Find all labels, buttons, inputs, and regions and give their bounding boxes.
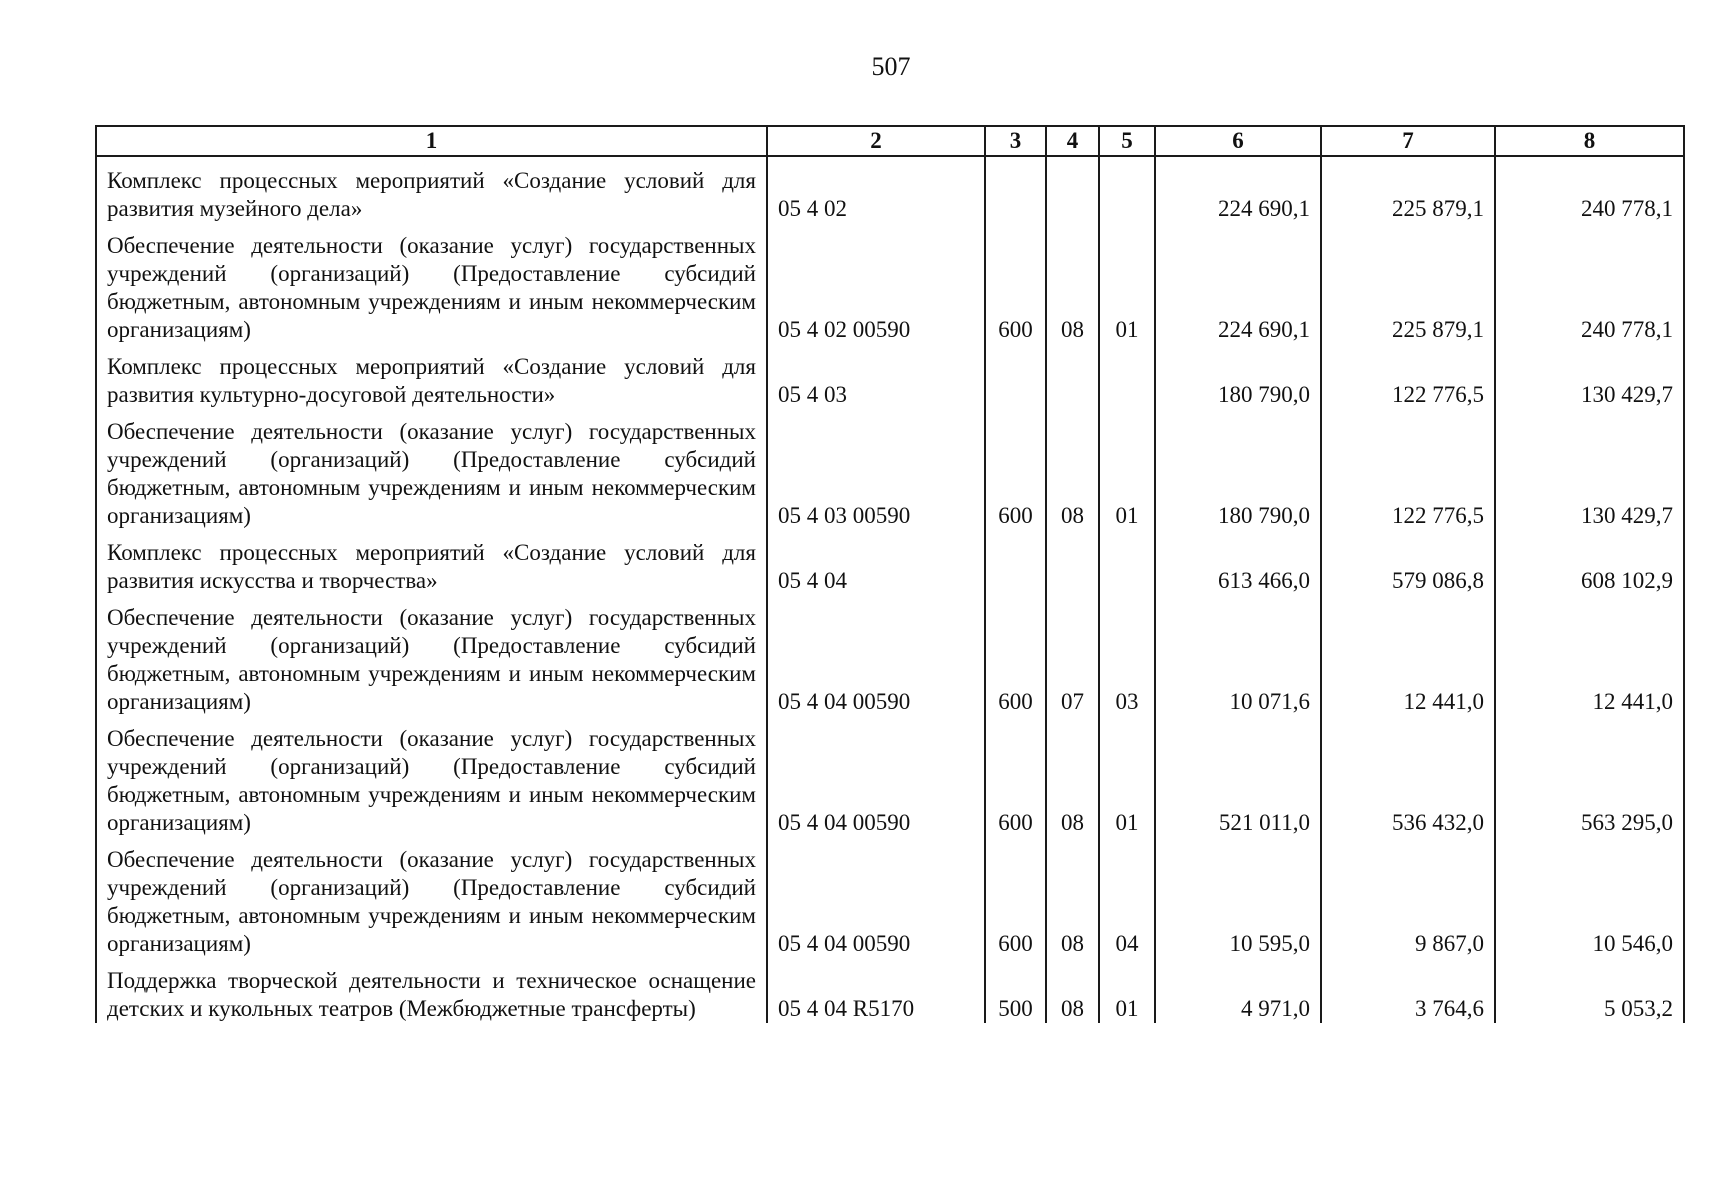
row-expense-type — [985, 156, 1046, 223]
row-value-col8: 130 429,7 — [1495, 344, 1684, 409]
row-name: Поддержка творческой деятельности и техническое оснащение детских и кукольных театров (Межбюджетные трансферты) — [96, 958, 767, 1023]
row-code: 05 4 02 — [767, 156, 985, 223]
table-row — [96, 344, 1684, 409]
row-value-col6: 10 071,6 — [1155, 595, 1321, 716]
row-value-col7: 536 432,0 — [1321, 716, 1495, 837]
row-subsection — [1099, 344, 1155, 409]
row-expense-type — [985, 530, 1046, 595]
row-section — [1046, 344, 1099, 409]
row-expense-type: 600 — [985, 595, 1046, 716]
row-section: 08 — [1046, 958, 1099, 1023]
row-value-col6: 521 011,0 — [1155, 716, 1321, 837]
row-value-col8: 240 778,1 — [1495, 156, 1684, 223]
table-row — [96, 837, 1684, 958]
row-value-col7: 579 086,8 — [1321, 530, 1495, 595]
row-subsection: 04 — [1099, 837, 1155, 958]
row-subsection: 01 — [1099, 223, 1155, 344]
header-row — [96, 126, 1684, 156]
row-code: 05 4 03 00590 — [767, 409, 985, 530]
row-value-col7: 3 764,6 — [1321, 958, 1495, 1023]
table-header — [96, 126, 1684, 156]
table-row — [96, 958, 1684, 1023]
row-value-col8: 10 546,0 — [1495, 837, 1684, 958]
row-expense-type: 600 — [985, 223, 1046, 344]
row-subsection: 03 — [1099, 595, 1155, 716]
row-subsection — [1099, 530, 1155, 595]
row-section: 08 — [1046, 837, 1099, 958]
row-value-col6: 4 971,0 — [1155, 958, 1321, 1023]
budget-table — [95, 125, 1685, 1023]
row-value-col8: 240 778,1 — [1495, 223, 1684, 344]
row-code: 05 4 02 00590 — [767, 223, 985, 344]
row-code: 05 4 03 — [767, 344, 985, 409]
row-value-col7: 122 776,5 — [1321, 409, 1495, 530]
table-row — [96, 716, 1684, 837]
row-subsection: 01 — [1099, 958, 1155, 1023]
header-col-2: 2 — [767, 126, 985, 156]
row-name: Обеспечение деятельности (оказание услуг) государственных учреждений (организаций) (Предоставление субсидий бюджетным, автономным учреждениям и иным некоммерческим организациям) — [96, 595, 767, 716]
row-section — [1046, 530, 1099, 595]
row-value-col8: 130 429,7 — [1495, 409, 1684, 530]
row-value-col7: 122 776,5 — [1321, 344, 1495, 409]
table-body — [96, 156, 1684, 1023]
row-subsection — [1099, 156, 1155, 223]
row-expense-type: 600 — [985, 409, 1046, 530]
row-name: Обеспечение деятельности (оказание услуг) государственных учреждений (организаций) (Предоставление субсидий бюджетным, автономным учреждениям и иным некоммерческим организациям) — [96, 837, 767, 958]
row-expense-type: 600 — [985, 716, 1046, 837]
table-row — [96, 223, 1684, 344]
row-expense-type — [985, 344, 1046, 409]
header-col-1: 1 — [96, 126, 767, 156]
header-col-4: 4 — [1046, 126, 1099, 156]
row-name: Обеспечение деятельности (оказание услуг) государственных учреждений (организаций) (Предоставление субсидий бюджетным, автономным учреждениям и иным некоммерческим организациям) — [96, 409, 767, 530]
row-value-col8: 608 102,9 — [1495, 530, 1684, 595]
page-number: 507 — [871, 52, 911, 81]
row-value-col8: 5 053,2 — [1495, 958, 1684, 1023]
row-value-col6: 180 790,0 — [1155, 409, 1321, 530]
row-value-col8: 563 295,0 — [1495, 716, 1684, 837]
row-code: 05 4 04 00590 — [767, 595, 985, 716]
row-value-col7: 225 879,1 — [1321, 223, 1495, 344]
row-value-col7: 9 867,0 — [1321, 837, 1495, 958]
header-col-7: 7 — [1321, 126, 1495, 156]
header-col-3: 3 — [985, 126, 1046, 156]
row-code: 05 4 04 00590 — [767, 716, 985, 837]
row-section — [1046, 156, 1099, 223]
row-name: Комплекс процессных мероприятий «Создание условий для развития музейного дела» — [96, 156, 767, 223]
row-value-col6: 180 790,0 — [1155, 344, 1321, 409]
row-value-col8: 12 441,0 — [1495, 595, 1684, 716]
table-row — [96, 156, 1684, 223]
row-name: Комплекс процессных мероприятий «Создание условий для развития искусства и творчества» — [96, 530, 767, 595]
row-name: Комплекс процессных мероприятий «Создание условий для развития культурно-досуговой деятельности» — [96, 344, 767, 409]
header-col-5: 5 — [1099, 126, 1155, 156]
row-name: Обеспечение деятельности (оказание услуг) государственных учреждений (организаций) (Предоставление субсидий бюджетным, автономным учреждениям и иным некоммерческим организациям) — [96, 223, 767, 344]
header-col-6: 6 — [1155, 126, 1321, 156]
header-col-8: 8 — [1495, 126, 1684, 156]
row-expense-type: 500 — [985, 958, 1046, 1023]
row-section: 08 — [1046, 409, 1099, 530]
row-value-col6: 10 595,0 — [1155, 837, 1321, 958]
row-subsection: 01 — [1099, 409, 1155, 530]
row-value-col6: 613 466,0 — [1155, 530, 1321, 595]
row-expense-type: 600 — [985, 837, 1046, 958]
row-value-col7: 12 441,0 — [1321, 595, 1495, 716]
row-value-col6: 224 690,1 — [1155, 223, 1321, 344]
table-row — [96, 530, 1684, 595]
row-subsection: 01 — [1099, 716, 1155, 837]
row-code: 05 4 04 00590 — [767, 837, 985, 958]
table-row — [96, 595, 1684, 716]
row-section: 08 — [1046, 223, 1099, 344]
row-value-col7: 225 879,1 — [1321, 156, 1495, 223]
row-section: 08 — [1046, 716, 1099, 837]
row-section: 07 — [1046, 595, 1099, 716]
row-code: 05 4 04 — [767, 530, 985, 595]
table-row — [96, 409, 1684, 530]
row-code: 05 4 04 R5170 — [767, 958, 985, 1023]
row-name: Обеспечение деятельности (оказание услуг) государственных учреждений (организаций) (Предоставление субсидий бюджетным, автономным учреждениям и иным некоммерческим организациям) — [96, 716, 767, 837]
row-value-col6: 224 690,1 — [1155, 156, 1321, 223]
